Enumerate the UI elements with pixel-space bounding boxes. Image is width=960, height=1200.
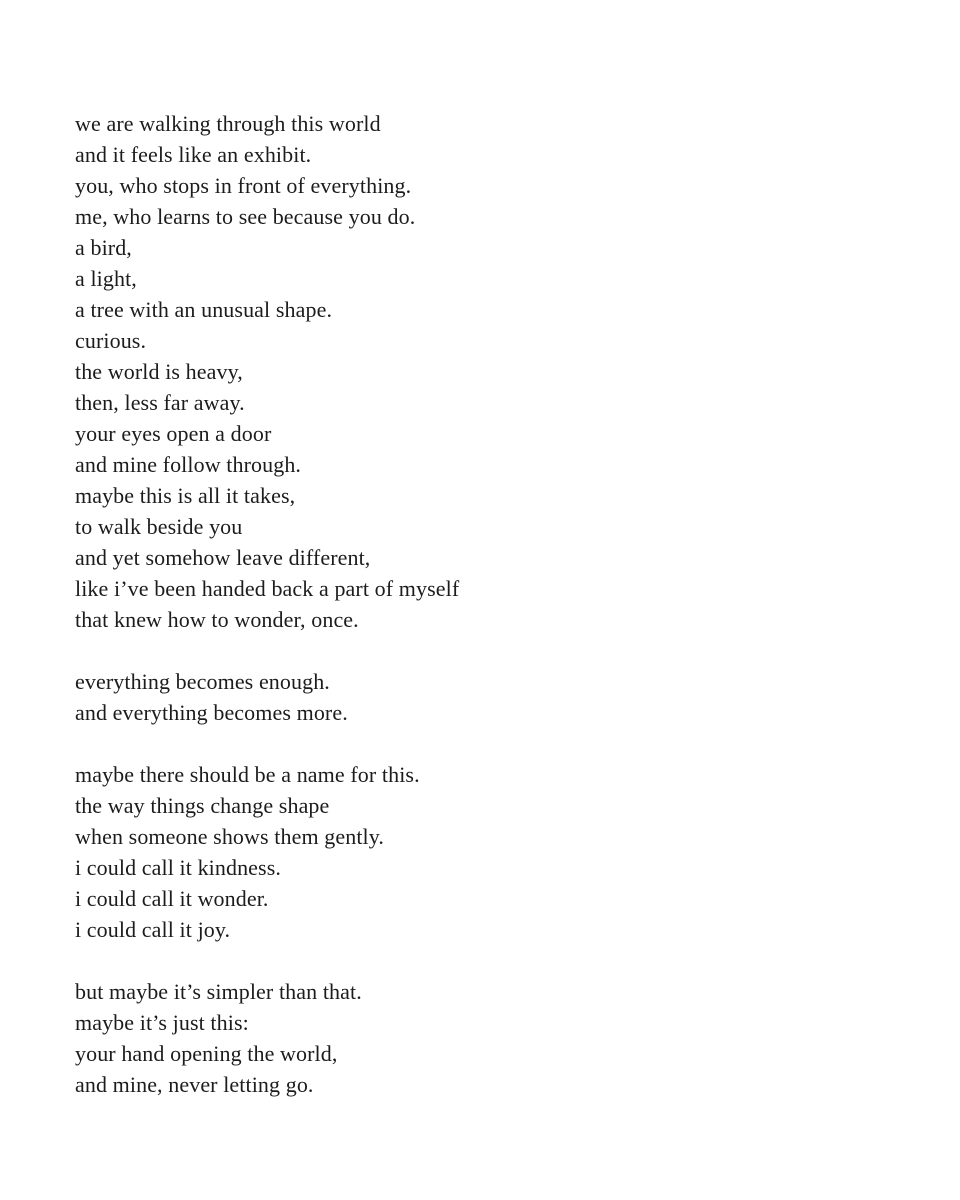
poem-line: then, less far away. (75, 390, 245, 415)
poem (75, 108, 895, 1100)
poem-line: me, who learns to see because you do. (75, 204, 416, 229)
poem-line: and it feels like an exhibit. (75, 142, 312, 167)
poem-line: you, who stops in front of everything. (75, 173, 412, 198)
poem-line: like i’ve been handed back a part of myself (75, 576, 460, 601)
poem-line: maybe this is all it takes, (75, 483, 296, 508)
poem-line: and mine, never letting go. (75, 1072, 314, 1097)
poem-line: that knew how to wonder, once. (75, 607, 359, 632)
poem-line: and mine follow through. (75, 452, 302, 477)
poem-line: your hand opening the world, (75, 1041, 338, 1066)
stanza-4 (75, 976, 895, 1100)
poem-line: we are walking through this world (75, 111, 381, 136)
poem-line: and yet somehow leave different, (75, 545, 371, 570)
stanza-3 (75, 759, 895, 945)
poem-line: but maybe it’s simpler than that. (75, 979, 362, 1004)
poem-line: a bird, (75, 235, 132, 260)
poem-line: i could call it kindness. (75, 855, 281, 880)
poem-line: maybe there should be a name for this. (75, 762, 420, 787)
stanza-1 (75, 108, 895, 635)
poem-line: a tree with an unusual shape. (75, 297, 333, 322)
poem-line: curious. (75, 328, 147, 353)
poem-line: and everything becomes more. (75, 700, 348, 725)
poem-line: your eyes open a door (75, 421, 272, 446)
poem-line: when someone shows them gently. (75, 824, 385, 849)
poem-line: i could call it wonder. (75, 886, 269, 911)
poem-line: i could call it joy. (75, 917, 231, 942)
poem-line: maybe it’s just this: (75, 1010, 249, 1035)
poem-line: a light, (75, 266, 137, 291)
poem-line: to walk beside you (75, 514, 243, 539)
poem-line: everything becomes enough. (75, 669, 330, 694)
poem-line: the world is heavy, (75, 359, 243, 384)
poem-line: the way things change shape (75, 793, 330, 818)
stanza-2 (75, 666, 895, 728)
